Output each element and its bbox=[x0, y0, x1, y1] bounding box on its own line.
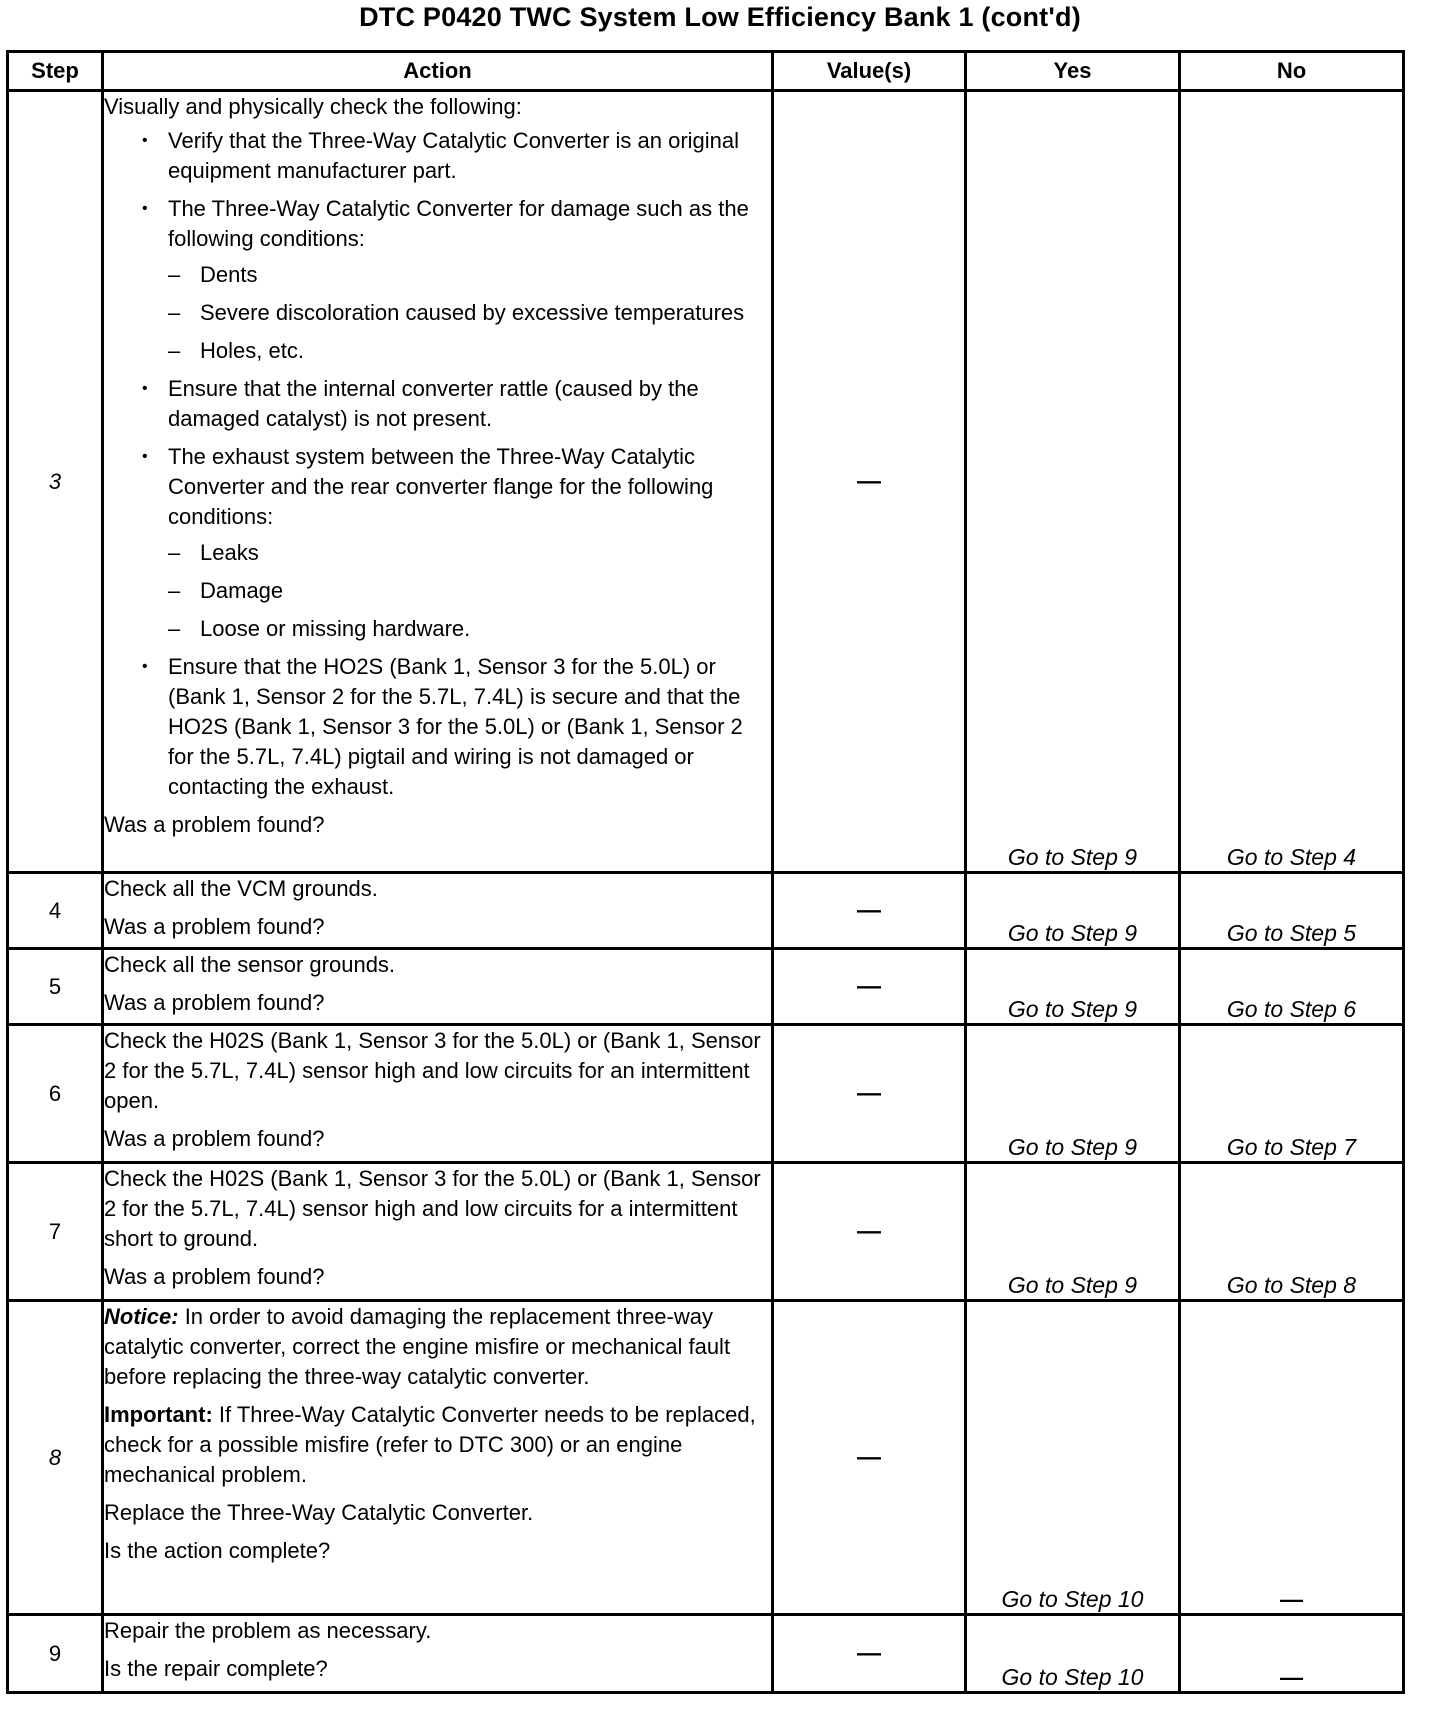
action-text: Check the H02S (Bank 1, Sensor 3 for the 5.0L) or (Bank 1, Sensor 2 for the 5.7L, 7.4L) sensor high and low circuits for an intermittent open. bbox=[104, 1028, 761, 1113]
important-text: If Three-Way Catalytic Converter needs to be replaced, check for a possible misfire (refer to DTC 300) or an engine mechanical problem. bbox=[104, 1402, 756, 1487]
table-row-step-5 bbox=[8, 949, 1404, 1025]
step-number: 9 bbox=[8, 1615, 103, 1693]
notice-text: In order to avoid damaging the replacement three-way catalytic converter, correct the engine misfire or mechanical fault before replacing the three-way catalytic converter. bbox=[104, 1304, 731, 1389]
column-header-step: Step bbox=[8, 52, 103, 91]
sub-list-item: – Severe discoloration caused by excessive temperatures bbox=[168, 298, 771, 328]
sub-list bbox=[168, 538, 771, 644]
step-number: 6 bbox=[8, 1025, 103, 1163]
page-title: DTC P0420 TWC System Low Efficiency Bank 1 (cont'd) bbox=[359, 2, 1081, 32]
sub-list-item: – Dents bbox=[168, 260, 771, 290]
yes-cell: Go to Step 9 bbox=[966, 1163, 1180, 1301]
action-cell bbox=[103, 1301, 773, 1615]
step-number: 5 bbox=[8, 949, 103, 1025]
action-question: Was a problem found? bbox=[104, 990, 325, 1015]
table-row-step-4 bbox=[8, 873, 1404, 949]
value-cell: — bbox=[773, 1163, 966, 1301]
no-cell: Go to Step 5 bbox=[1180, 873, 1404, 949]
table-row-step-3 bbox=[8, 91, 1404, 873]
no-cell: Go to Step 6 bbox=[1180, 949, 1404, 1025]
step-number: 8 bbox=[8, 1301, 103, 1615]
sub-list-item: – Damage bbox=[168, 576, 771, 606]
action-question: Is the action complete? bbox=[104, 1538, 331, 1563]
yes-cell: Go to Step 10 bbox=[966, 1301, 1180, 1615]
action-cell bbox=[103, 873, 773, 949]
action-question: Is the repair complete? bbox=[104, 1656, 328, 1681]
table-row-step-7 bbox=[8, 1163, 1404, 1301]
table-row-step-9 bbox=[8, 1615, 1404, 1693]
no-cell: Go to Step 7 bbox=[1180, 1025, 1404, 1163]
notice-label: Notice: bbox=[104, 1304, 179, 1329]
action-text: Replace the Three-Way Catalytic Converter. bbox=[104, 1500, 534, 1525]
table-row-step-6 bbox=[8, 1025, 1404, 1163]
value-cell: — bbox=[773, 949, 966, 1025]
no-cell: Go to Step 4 bbox=[1180, 91, 1404, 873]
yes-cell: Go to Step 10 bbox=[966, 1615, 1180, 1693]
no-cell: — bbox=[1180, 1301, 1404, 1615]
list-item: • The Three-Way Catalytic Converter for damage such as the following conditions: – Dents – Severe discoloration caused by excessive temperatures – Holes, etc. bbox=[104, 194, 771, 366]
list-item: • Ensure that the HO2S (Bank 1, Sensor 3 for the 5.0L) or (Bank 1, Sensor 2 for the 5.7L, 7.4L) is secure and that the HO2S (Bank 1, Sensor 3 for the 5.0L) or (Bank 1, Sensor 2 for the 5.7L, 7.4L) pigtail and wiring is not damaged or contacting the exhaust. bbox=[104, 652, 771, 802]
column-header-no: No bbox=[1180, 52, 1404, 91]
sub-list-item: – Holes, etc. bbox=[168, 336, 771, 366]
yes-cell: Go to Step 9 bbox=[966, 91, 1180, 873]
value-cell: — bbox=[773, 1025, 966, 1163]
no-cell: — bbox=[1180, 1615, 1404, 1693]
diagnostic-table bbox=[6, 50, 1405, 1694]
sub-list-item: – Loose or missing hardware. bbox=[168, 614, 771, 644]
value-cell: — bbox=[773, 873, 966, 949]
action-question: Was a problem found? bbox=[104, 1126, 325, 1151]
table-row-step-8 bbox=[8, 1301, 1404, 1615]
value-cell: — bbox=[773, 1615, 966, 1693]
action-question: Was a problem found? bbox=[104, 1264, 325, 1289]
check-list bbox=[104, 126, 771, 802]
action-cell bbox=[103, 1025, 773, 1163]
value-cell: — bbox=[773, 91, 966, 873]
step-number: 3 bbox=[8, 91, 103, 873]
notice-paragraph bbox=[104, 1302, 771, 1392]
no-cell: Go to Step 8 bbox=[1180, 1163, 1404, 1301]
yes-cell: Go to Step 9 bbox=[966, 949, 1180, 1025]
action-question: Was a problem found? bbox=[104, 812, 325, 837]
action-question: Was a problem found? bbox=[104, 914, 325, 939]
yes-cell: Go to Step 9 bbox=[966, 1025, 1180, 1163]
sub-list bbox=[168, 260, 771, 366]
important-paragraph bbox=[104, 1400, 771, 1490]
action-cell bbox=[103, 91, 773, 873]
yes-cell: Go to Step 9 bbox=[966, 873, 1180, 949]
action-cell bbox=[103, 949, 773, 1025]
action-cell bbox=[103, 1163, 773, 1301]
action-text: Check all the VCM grounds. bbox=[104, 876, 378, 901]
action-text: Check the H02S (Bank 1, Sensor 3 for the 5.0L) or (Bank 1, Sensor 2 for the 5.7L, 7.4L) sensor high and low circuits for a intermittent short to ground. bbox=[104, 1166, 761, 1251]
list-item: • Ensure that the internal converter rattle (caused by the damaged catalyst) is not present. bbox=[104, 374, 771, 434]
action-cell bbox=[103, 1615, 773, 1693]
column-header-values: Value(s) bbox=[773, 52, 966, 91]
action-text: Check all the sensor grounds. bbox=[104, 952, 396, 977]
column-header-yes: Yes bbox=[966, 52, 1180, 91]
action-intro: Visually and physically check the following: bbox=[104, 94, 522, 119]
step-number: 4 bbox=[8, 873, 103, 949]
action-text: Repair the problem as necessary. bbox=[104, 1618, 432, 1643]
value-cell: — bbox=[773, 1301, 966, 1615]
list-item: • Verify that the Three-Way Catalytic Converter is an original equipment manufacturer part. bbox=[104, 126, 771, 186]
step-number: 7 bbox=[8, 1163, 103, 1301]
column-header-action: Action bbox=[103, 52, 773, 91]
important-label: Important: bbox=[104, 1402, 213, 1427]
table-header-row bbox=[8, 52, 1404, 91]
sub-list-item: – Leaks bbox=[168, 538, 771, 568]
list-item: • The exhaust system between the Three-Way Catalytic Converter and the rear converter flange for the following conditions: – Leaks – Damage – Loose or missing hardware. bbox=[104, 442, 771, 644]
